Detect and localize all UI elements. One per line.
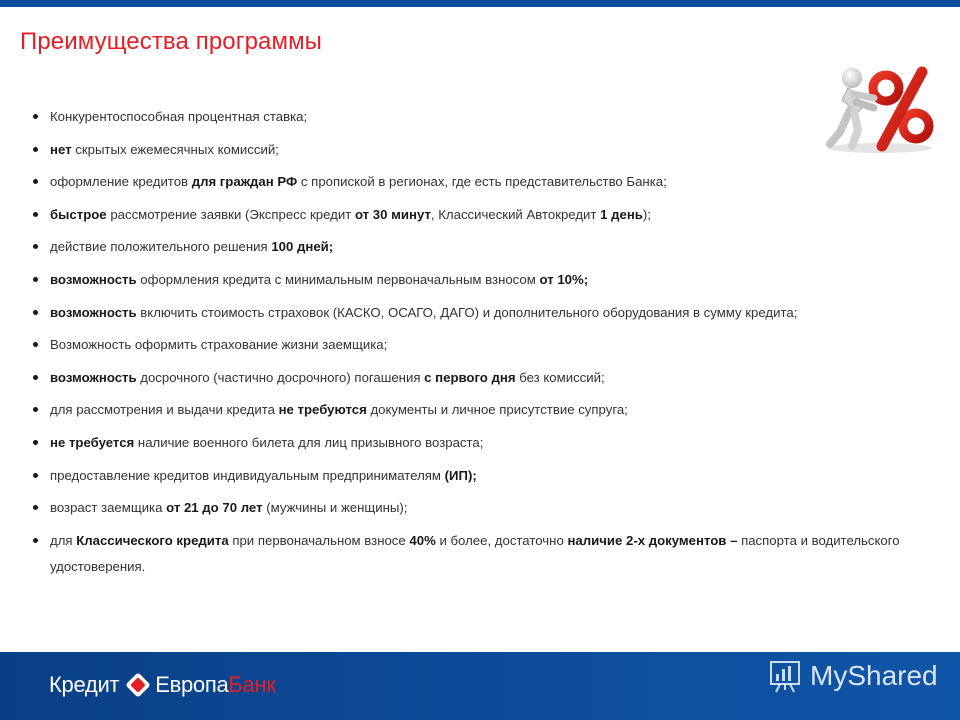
bullet-item <box>33 528 913 580</box>
bullet-text: досрочного (частично досрочного) погашения <box>136 369 425 385</box>
bullet-item <box>33 332 913 358</box>
bullet-text: предоставление кредитов индивидуальным предпринимателям <box>50 467 445 483</box>
bullet-text: и более, достаточно <box>435 532 568 548</box>
bullet-emphasis: нет <box>50 141 72 157</box>
bullet-emphasis: (ИП); <box>444 467 477 483</box>
bullet-item <box>33 202 913 228</box>
brand-text-bank: Банк <box>228 672 276 697</box>
bullet-dot-icon <box>33 147 38 152</box>
bullet-dot-icon <box>33 538 38 543</box>
bullet-item <box>33 365 913 391</box>
bullet-text: действие положительного решения <box>50 239 272 255</box>
bullet-text: наличие военного билета для лиц призывного возраста; <box>134 434 484 450</box>
bullet-dot-icon <box>33 505 38 510</box>
bullet-text: рассмотрение заявки (Экспресс кредит <box>106 206 355 222</box>
bullet-emphasis: не требуется <box>50 434 135 450</box>
top-accent-bar <box>0 0 960 7</box>
bank-logo <box>49 670 276 700</box>
bullet-item <box>33 495 913 521</box>
bullet-emphasis: возможность <box>50 271 137 287</box>
advantages-list <box>33 104 913 586</box>
bullet-dot-icon <box>33 473 38 478</box>
bullet-dot-icon <box>33 407 38 412</box>
bullet-emphasis: от 30 минут <box>354 206 431 222</box>
bullet-text: включить стоимость страховок (КАСКО, ОСАГО, ДАГО) и дополнительного оборудования в сумму кредита; <box>136 304 798 320</box>
presentation-board-icon <box>766 657 804 695</box>
bullet-text: (мужчины и женщины); <box>262 500 408 516</box>
slide-title: Преимущества программы <box>20 28 323 55</box>
bullet-text: оформление кредитов <box>50 174 192 190</box>
bullet-item <box>33 104 913 130</box>
bullet-item <box>33 267 913 293</box>
bullet-emphasis: быстрое <box>50 206 107 222</box>
bullet-text: для <box>50 532 77 548</box>
bullet-text: при первоначальном взносе <box>228 532 410 548</box>
bullet-dot-icon <box>33 375 38 380</box>
bullet-emphasis: для граждан РФ <box>191 174 298 190</box>
bullet-item <box>33 234 913 260</box>
watermark-text: MyShared <box>810 660 938 691</box>
bullet-dot-icon <box>33 212 38 217</box>
bullet-emphasis: возможность <box>50 369 137 385</box>
bullet-dot-icon <box>33 310 38 315</box>
bullet-text: возраст заемщика <box>50 500 167 516</box>
bullet-text: паспорта и водительского удостоверения. <box>50 532 900 574</box>
bullet-item <box>33 430 913 456</box>
bullet-dot-icon <box>33 277 38 282</box>
bullet-emphasis: Классического кредита <box>76 532 229 548</box>
bullet-item <box>33 463 913 489</box>
bullet-dot-icon <box>33 440 38 445</box>
bullet-emphasis: с первого дня <box>424 369 516 385</box>
bullet-text: Возможность оформить страхование жизни заемщика; <box>50 337 388 353</box>
bullet-item <box>33 169 913 195</box>
bullet-text: , Классический Автокредит <box>430 206 601 222</box>
bullet-item <box>33 300 913 326</box>
bullet-text: оформления кредита с минимальным первоначальным взносом <box>136 271 540 287</box>
bullet-emphasis: наличие 2-х документов – <box>567 532 738 548</box>
bullet-emphasis: 100 дней; <box>271 239 334 255</box>
diamond-logo-icon <box>124 671 152 699</box>
bullet-text: Конкурентоспособная процентная ставка; <box>50 109 308 124</box>
bullet-text: ); <box>642 206 651 222</box>
bullet-text: без комиссий; <box>515 369 605 385</box>
bullet-text: с пропиской в регионах, где есть представительство Банка; <box>297 174 667 190</box>
bullet-emphasis: от 21 до 70 лет <box>166 500 263 516</box>
bullet-emphasis: 40% <box>409 532 436 548</box>
bullet-text: скрытых ежемесячных комиссий; <box>71 141 279 157</box>
bullet-dot-icon <box>33 342 38 347</box>
bullet-emphasis: не требуются <box>278 402 367 418</box>
bullet-item <box>33 137 913 163</box>
bullet-emphasis: 1 день <box>600 206 643 222</box>
bullet-emphasis: от 10%; <box>539 271 589 287</box>
myshared-watermark <box>766 656 938 696</box>
bullet-text: для рассмотрения и выдачи кредита <box>50 402 279 418</box>
bullet-dot-icon <box>33 244 38 249</box>
bullet-text: документы и личное присутствие супруга; <box>366 402 628 418</box>
bullet-dot-icon <box>33 179 38 184</box>
bullet-dot-icon <box>33 114 38 119</box>
brand-text-credit: Кредит <box>49 672 120 697</box>
brand-text-europa: Европа <box>155 672 229 697</box>
bullet-emphasis: возможность <box>50 304 137 320</box>
bullet-item <box>33 397 913 423</box>
